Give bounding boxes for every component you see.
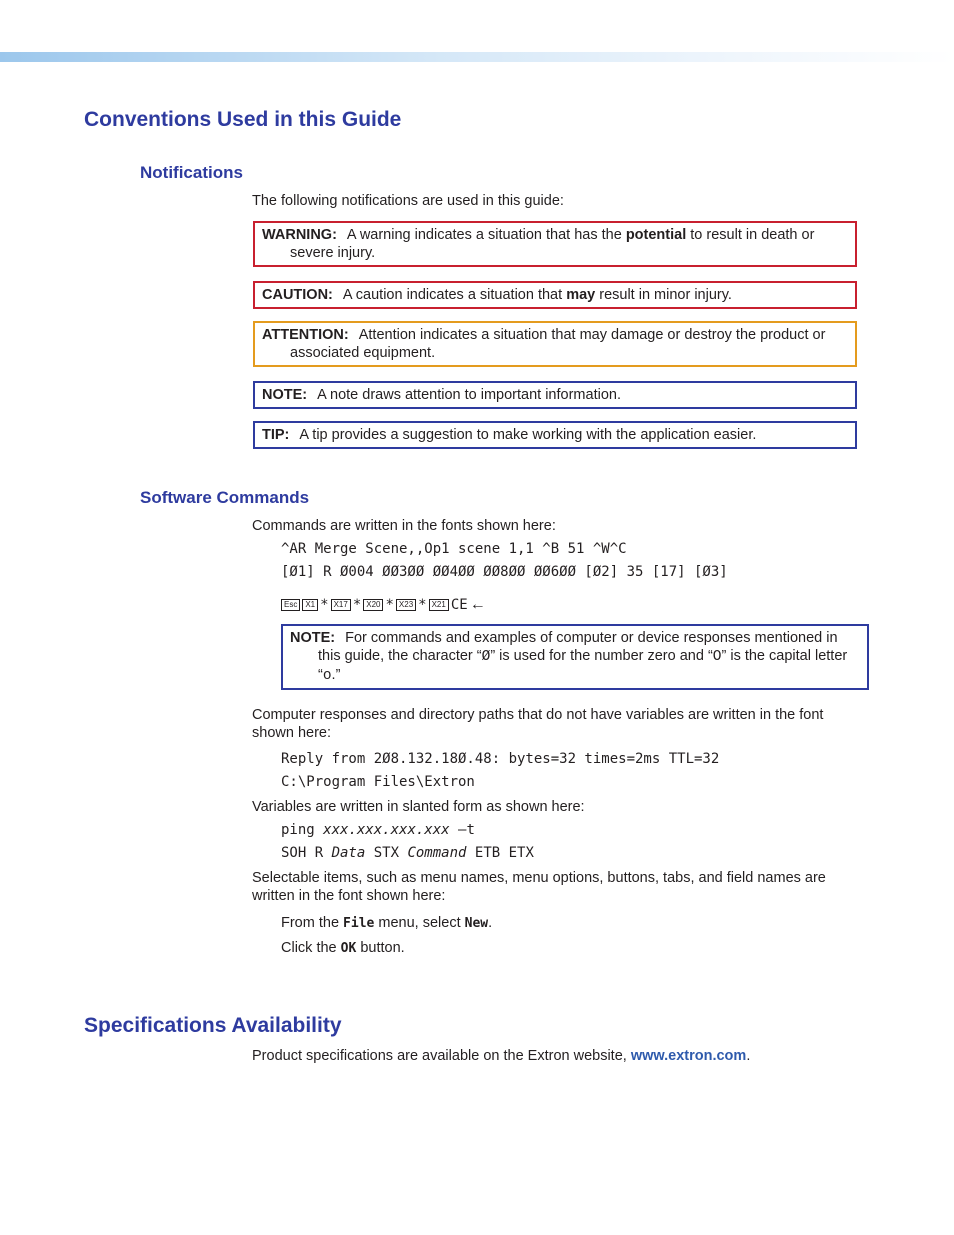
warning-box: [253, 221, 857, 267]
ping-command: ping: [281, 822, 324, 838]
software-note-text-3: ” is the capital letter “: [318, 648, 848, 683]
caution-text-post: result in minor injury.: [595, 287, 732, 303]
attention-label: ATTENTION:: [262, 327, 349, 343]
responses-intro: Computer responses and directory paths that do not have variables are written in the font shown here:: [252, 707, 824, 741]
ping-variable: xxx.xxx.xxx.xxx: [323, 822, 450, 838]
ping-line: [281, 821, 475, 839]
sel1-new: New: [464, 916, 489, 931]
software-note-box: [281, 624, 869, 690]
key-x1: X1: [302, 599, 318, 611]
soh-data-variable: Data: [331, 845, 366, 861]
enter-arrow-icon: ←: [469, 596, 486, 613]
specs-text-end: .: [746, 1048, 751, 1064]
software-note-text-2: ” is used for the number zero and “: [490, 648, 713, 664]
software-intro: Commands are written in the fonts shown here:: [252, 518, 556, 534]
tip-box: [253, 421, 857, 449]
specs-text-body: Product specifications are available on the Extron website,: [252, 1048, 631, 1064]
soh-stx: STX: [365, 845, 408, 861]
sel1-file: File: [343, 916, 375, 931]
sel2-end: button.: [356, 940, 405, 956]
section-title-conventions: Conventions Used in this Guide: [84, 108, 402, 131]
variables-intro: Variables are written in slanted form as shown here:: [252, 799, 585, 815]
key-esc: Esc: [281, 599, 300, 611]
path-line: C:\Program Files\Extron: [281, 774, 475, 790]
asterisk: *: [352, 597, 362, 613]
reply-line: Reply from 2Ø8.132.18Ø.48: bytes=32 times=2ms TTL=32: [281, 751, 720, 767]
selectable-example-1: [281, 914, 492, 933]
key-x23: X23: [396, 599, 416, 611]
software-note-zero: Ø: [481, 649, 491, 665]
subsection-title-software-commands: Software Commands: [140, 488, 310, 507]
warning-text-pre: A warning indicates a situation that has the: [346, 227, 626, 243]
ping-option: —t: [449, 822, 475, 838]
note-label: NOTE:: [262, 387, 308, 403]
caution-text-bold: may: [566, 287, 596, 303]
subsection-title-notifications: Notifications: [140, 163, 243, 182]
key-x17: X17: [331, 599, 351, 611]
note-text: A note draws attention to important information.: [317, 387, 621, 403]
warning-text-bold: potential: [625, 227, 687, 243]
section-title-specifications: Specifications Availability: [84, 1014, 342, 1037]
software-note-small-o: o: [322, 668, 332, 684]
warning-label: WARNING:: [262, 227, 337, 243]
caution-text-pre: A caution indicates a situation that: [342, 287, 567, 303]
specs-text: [252, 1047, 862, 1065]
asterisk: *: [320, 597, 329, 613]
soh-line: [281, 844, 534, 862]
sel1-pre: From the: [281, 915, 344, 931]
ce-text: CE: [450, 597, 468, 613]
extron-website-link[interactable]: www.extron.com: [630, 1048, 747, 1064]
tip-text: A tip provides a suggestion to make working with the application easier.: [299, 427, 757, 443]
notifications-intro: The following notifications are used in this guide:: [252, 193, 564, 209]
sel2-ok: OK: [340, 941, 357, 956]
attention-box: [253, 321, 857, 367]
tip-label: TIP:: [262, 427, 290, 443]
soh-suffix: ETB ETX: [466, 845, 534, 861]
sel1-end: .: [488, 915, 493, 931]
keystroke-sequence: [281, 596, 486, 614]
attention-text: Attention indicates a situation that may damage or destroy the product or associated equipment.: [290, 327, 826, 361]
note-box: [253, 381, 857, 409]
soh-command-variable: Command: [407, 845, 467, 861]
software-note-text-4: .”: [331, 667, 341, 683]
command-line-1: ^AR Merge Scene,,Op1 scene 1,1 ^B 51 ^W^C: [281, 541, 627, 557]
software-note-capital-o: O: [712, 649, 722, 665]
selectable-example-2: [281, 939, 405, 958]
asterisk: *: [418, 597, 427, 613]
software-note-text-1: For commands and examples of computer or device responses mentioned in this guide, the character “: [318, 630, 838, 664]
header-gradient-bar: [0, 52, 954, 62]
software-note-label: NOTE:: [290, 630, 336, 646]
soh-prefix: SOH R: [281, 845, 332, 861]
caution-box: [253, 281, 857, 309]
sel2-pre: Click the: [281, 940, 341, 956]
sel1-mid: menu, select: [374, 915, 465, 931]
key-x21: X21: [429, 599, 449, 611]
asterisk: *: [385, 597, 394, 613]
warning-text-post: to result in death or severe injury.: [290, 227, 815, 261]
key-x20: X20: [363, 599, 383, 611]
command-line-2: [Ø1] R Ø004 ØØ3ØØ ØØ4ØØ ØØ8ØØ ØØ6ØØ [Ø2] 35 [17] [Ø3]: [281, 564, 728, 580]
caution-label: CAUTION:: [262, 287, 333, 303]
selectable-intro: Selectable items, such as menu names, menu options, buttons, tabs, and field names are written in the font shown here:: [252, 870, 826, 904]
